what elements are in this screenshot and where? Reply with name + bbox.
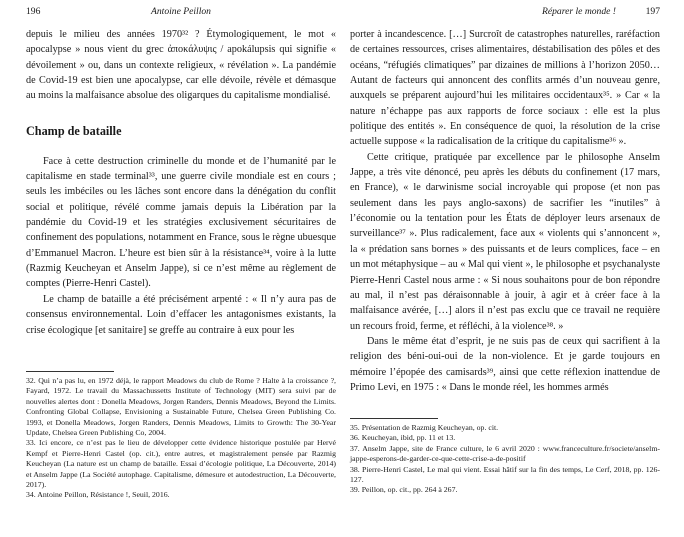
page-number: 197 <box>645 6 660 17</box>
footnote: 36. Keucheyan, ibid, pp. 11 et 13. <box>350 433 456 443</box>
paragraph: porter à incandescence. […] Surcroît de catastrophes naturelles, raréfaction de certaines ressources, crises alimentaires, déstabilisation des pôles et des océans, “réfugiés climatiques” par dizaines de millions à l’horizon 2050… Autant de facteurs qui annoncent des conflits armés d’un nouveau genre, auxquels se préparent aujourd’hui les militaires occidentaux³⁵. » Car « la nature n’échappe pas aux rapports de force sociaux : elle est la plus politique des entités ». En conséquence de quoi, la résolution de la crise actuelle suppose « la radicalisation de la critique du capitalisme³⁶ ». <box>350 29 660 148</box>
footnote: 39. Peillon, op. cit., pp. 264 à 267. <box>350 485 458 495</box>
section-heading: Champ de bataille <box>26 123 122 138</box>
footnote: 34. Antoine Peillon, Résistance !, Seuil, 2016. <box>26 490 170 500</box>
running-title: Réparer le monde ! <box>542 6 616 17</box>
paragraph: Le champ de bataille a été précisément arpenté : « Il n’y aura pas de consensus environnemental. Loin d’effacer les antagonismes existants, la crise écologique [et sanitaire] se greffe au contraire à eux pour les <box>26 293 336 336</box>
footnote: 35. Présentation de Razmig Keucheyan, op. cit. <box>350 423 499 432</box>
footnote-rule <box>26 371 114 372</box>
paragraph: Dans le même état d’esprit, je ne suis pas de ceux qui sacrifient à la religion des béni-oui-oui de la non-violence. Et je garde toujours en mémoire l’épopée des camisards³⁹, ainsi que cette réflexion inattendue de Primo Levi, en 1975 : « Dans le monde réel, les hommes armés <box>350 335 660 393</box>
footnotes <box>26 376 336 501</box>
footnote: 38. Pierre-Henri Castel, Le mal qui vient. Essai hâtif sur la fin des temps, Le Cerf, 2018, pp. 126-127. <box>350 464 660 485</box>
left-page <box>26 0 336 537</box>
right-page <box>350 0 660 537</box>
footnote: 33. Ici encore, ce n’est pas le lieu de développer cette évidence historique postulée par Hervé Kempf et Pierre-Henri Castel (op. cit.), entre autres, et magistralement pensée par Razmig Keucheyan (La nature est un champ de bataille. Essai d’écologie politique, La Découverte, 2014) et Anselm Jappe (La Société autophage. Capitalisme, démesure et autodestruction, La Découverte, 2017). <box>26 438 336 490</box>
footnote: 37. Anselm Jappe, site de France culture, le 6 avril 2020 : www.franceculture.fr/societe/anselm-jappe-esperons-de-garder-ce-que-cette-crise-a-de-positif <box>350 443 660 464</box>
footnotes <box>350 423 660 496</box>
main-text <box>350 27 660 395</box>
page-number: 196 <box>26 6 41 17</box>
paragraph: Cette critique, pratiquée par excellence par le philosophe Anselm Jappe, a très vite dénoncé, peu après les débuts du confinement (17 mars, en France), « le darwinisme social incroyable qui propose (et non pas seulement dans les pays anglo-saxons) de sacrifier les “inutiles” à l’économie ou la tentation pour les États de déployer leurs arsenaux de surveillance³⁷ ». Plus radicalement, face aux « violents qui s’annoncent », la « prédation sans bornes » des puissants et de leurs complices, face – en un mot métaphysique – au « Mal qui vient », le philosophe et psychanalyste Pierre-Henri Castel nous arme : « Si nous souhaitons pour de bon répondre au mal, il n’est pas déraisonnable à jouir, à agir et à créer face à la malfaisance avérée, […] alors il n’est pas exclu que ce travail ne requière un recours froid, ferme, et réfléchi, à la violence³⁸. » <box>350 151 660 332</box>
paragraph: Face à cette destruction criminelle du monde et de l’humanité par le capitalisme en stade terminal³³, une guerre civile mondiale est en cours ; seuls les imbéciles ou les lâches sont encore dans la dénégation du conflit social et politique, révélé comme jamais depuis la Libération par la pandémie du Covid-19 et les stratégies exclusivement sécuritaires de confinement des populations, notamment en France, sous le règne ubuesque d’Emmanuel Macron. L’heure est bien sûr à la résistance³⁴, voire à la lutte (Razmig Keucheyan et Anselm Jappe), si ce n’est même au règlement de comptes (Pierre-Henri Castel). <box>26 155 336 290</box>
running-title: Antoine Peillon <box>151 6 211 17</box>
paragraph: depuis le milieu des années 1970³² ? Étymologiquement, le mot « apocalypse » nous vient du grec ἀποκάλυψις / apokálupsis qui signifie « dévoilement » ou, dans un contexte religieux, « révélation ». La pandémie de Covid-19 est bien une apocalypse, car elle dévoile, révèle et démasque au moins la malfaisance absolue des oligarques du capitalisme mondialisé. <box>26 29 336 102</box>
footnote-rule <box>350 418 438 419</box>
running-head <box>26 4 336 20</box>
footnote: 32. Qui n’a pas lu, en 1972 déjà, le rapport Meadows du club de Rome ? Halte à la croissance ?, Fayard, 1972. Le travail du Massachussetts Institute of Technology (MIT) sera suivi par de nouvelles alertes dont : Donella Meadows, Jorgen Randers, Dennis Meadows, Beyond the Limits. Confronting Global Collapse, Envisioning a Sustainable Future, Chelsea Green Publishing Co. 1993, et Donella Meadows, Jorgen Randers, Dennis Meadows, Limits to Growth: The 30-Year Update, Chelsea Green Publishing Co, 2004. <box>26 376 336 438</box>
main-text <box>26 27 336 338</box>
running-head <box>350 4 660 20</box>
